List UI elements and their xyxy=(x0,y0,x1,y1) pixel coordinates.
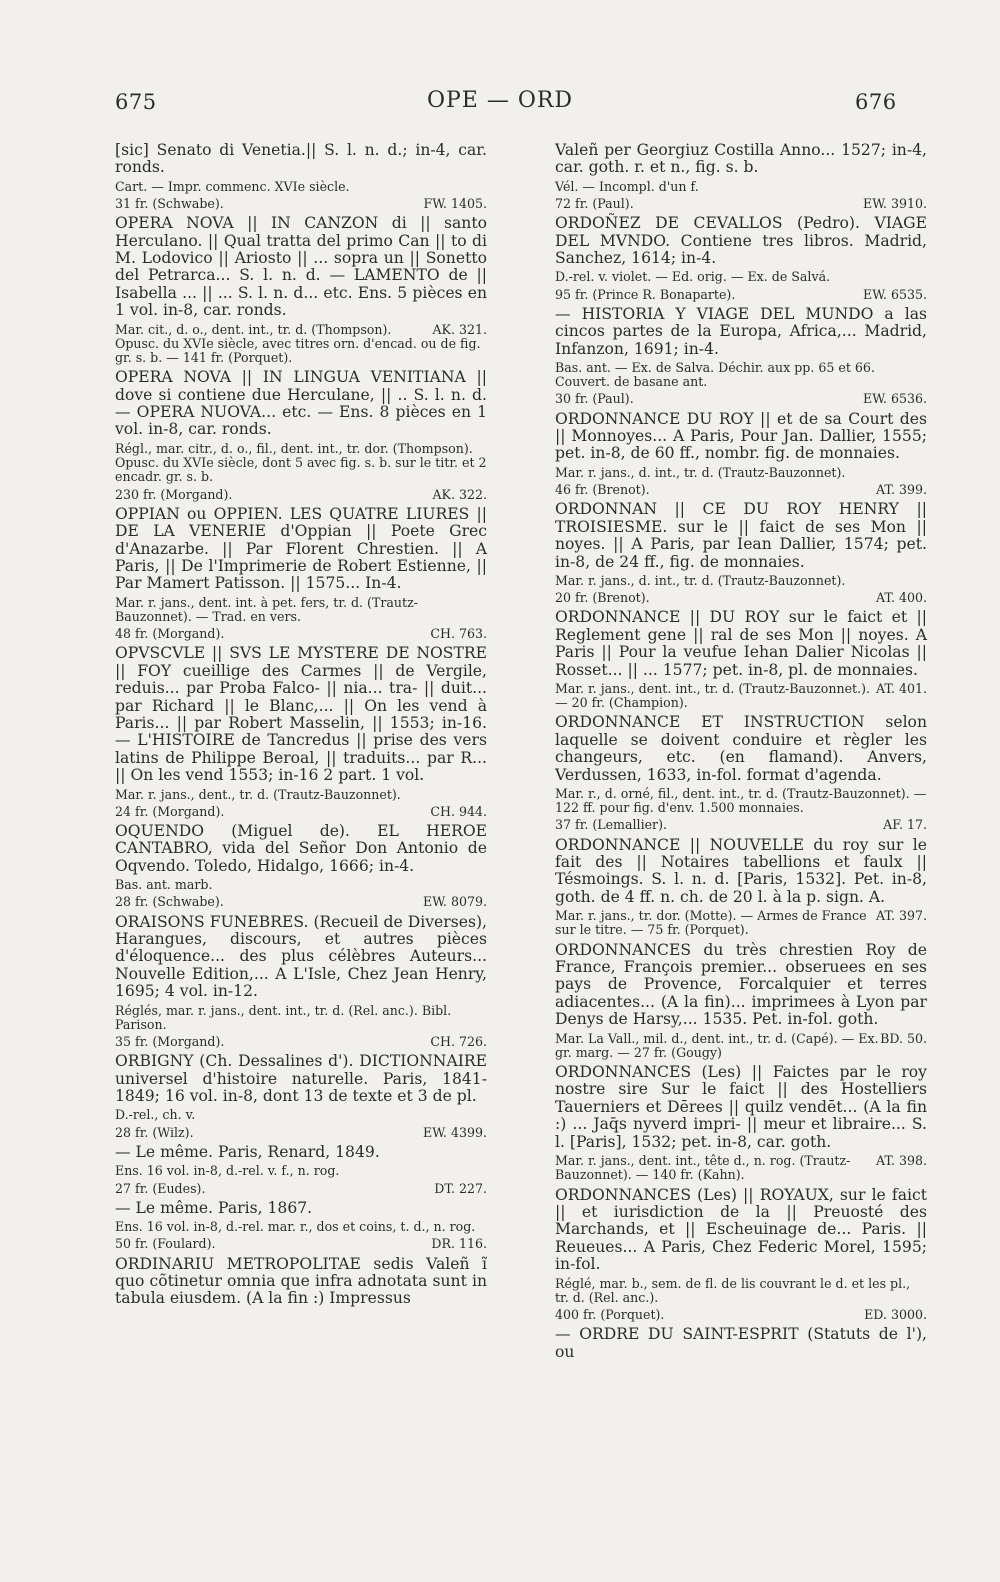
catalogue-entry xyxy=(555,837,927,938)
catalogue-entry xyxy=(115,142,487,211)
entry-note xyxy=(555,180,927,194)
catalogue-entry xyxy=(115,369,487,501)
sale-reference: ED. 3000. xyxy=(864,1306,927,1322)
sale-reference: EW. 8079. xyxy=(423,894,487,910)
right-page-number: 676 xyxy=(855,90,897,114)
note-text: 28 fr. (Schwabe). xyxy=(115,894,224,910)
catalogue-entry xyxy=(115,1144,487,1196)
entry-description: ORAISONS FUNEBRES. (Recueil de Diverses), Harangues, discours, et autres pièces d'éloquence... des plus célèbres Auteurs... Nouvelle Edition,... A L'Isle, Chez Jean Henry, 1695; 4 vol. in-12. xyxy=(115,912,487,1001)
entry-description: OPVSCVLE || SVS LE MYSTERE DE NOSTRE || FOY cueillige des Carmes || de Vergile, reduis... par Proba Falco- || nia... tra- || duit... par Richard || le Blanc,... || On les vend à Paris... || par Robert Masselin, || 1553; in-16. — L'HISTOIRE de Tancredus || prise des vers latins de Philippe Beroal, || traduits... par R... || On les vend 1553; in-16 2 part. 1 vol. xyxy=(115,644,487,785)
note-text: Vél. — Incompl. d'un f. xyxy=(555,178,699,194)
note-text: Cart. — Impr. commenc. XVIe siècle. xyxy=(115,178,350,194)
note-text: 48 fr. (Morgand). xyxy=(115,626,225,642)
entry-note xyxy=(555,466,927,480)
catalogue-entry xyxy=(555,306,927,407)
entry-note xyxy=(115,596,487,624)
note-text: 230 fr. (Morgand). xyxy=(115,486,233,502)
entry-description: ORDONNANCES (Les) || Faictes par le roy nostre sire Sur le faict || des Hostelliers Tauerniers et Dērees || quilz vendēt... (A la fin :) ... Jaq̄s nyverd impri- || meur et libraire... S. l. [Paris], 1532; pet. in-8, car. goth. xyxy=(555,1063,927,1151)
entry-note xyxy=(115,488,487,502)
entry-note xyxy=(555,361,927,389)
catalogue-entry xyxy=(115,1053,487,1140)
entry-description: — Le même. Paris, 1867. xyxy=(115,1198,313,1217)
catalogue-entry xyxy=(555,411,927,498)
sale-reference: AT. 401. xyxy=(875,680,927,696)
sale-reference: EW. 6536. xyxy=(863,391,927,407)
entry-description: OQUENDO (Miguel de). EL HEROE CANTABRO, vida del Señor Don Antonio de Oqvendo. Toledo, Hidalgo, 1666; in-4. xyxy=(115,822,487,875)
entry-description: OPERA NOVA || IN LINGUA VENITIANA || dove si contiene due Herculane, || .. S. l. n. d. — OPERA NUOVA... etc. — Ens. 8 pièces en 1 vol. in-8, car. ronds. xyxy=(115,368,487,439)
sale-reference: CH. 763. xyxy=(430,626,487,642)
catalogue-entry xyxy=(555,1187,927,1323)
note-text: 46 fr. (Brenot). xyxy=(555,482,650,498)
entry-note xyxy=(115,180,487,194)
note-text: 24 fr. (Morgand). xyxy=(115,803,225,819)
entry-note xyxy=(555,1277,927,1305)
entry-note xyxy=(115,197,487,211)
entry-note xyxy=(115,1126,487,1140)
sale-reference: BD. 50. xyxy=(880,1030,927,1046)
entry-note xyxy=(555,270,927,284)
note-text: 27 fr. (Eudes). xyxy=(115,1180,206,1196)
entry-note xyxy=(115,878,487,892)
entry-note xyxy=(115,1237,487,1251)
entry-note xyxy=(115,1035,487,1049)
sale-reference: CH. 944. xyxy=(430,803,487,819)
note-text: Mar. r. jans., dent. int. à pet. fers, tr. d. (Trautz-Bauzonnet). — Trad. en vers. xyxy=(115,594,418,624)
right-column xyxy=(555,142,927,1365)
sale-reference: DR. 116. xyxy=(431,1236,487,1252)
note-text: Mar. r. jans., dent., tr. d. (Trautz-Bauzonnet). xyxy=(115,786,401,802)
note-text: Régl., mar. citr., d. o., fil., dent. int., tr. dor. (Thompson). Opusc. du XVIe siècle, dont 5 avec fig. s. b. sur le titr. et 2 encadr. gr. s. b. xyxy=(115,440,487,485)
catalogue-entry xyxy=(115,823,487,910)
entry-note xyxy=(115,805,487,819)
entry-description: ORDOÑEZ DE CEVALLOS (Pedro). VIAGE DEL MVNDO. Contiene tres libros. Madrid, Sanchez, 1614; in-4. xyxy=(555,214,927,268)
entry-note xyxy=(115,895,487,909)
entry-description: — HISTORIA Y VIAGE DEL MUNDO a las cincos partes de la Europa, Africa,... Madrid, Infanzon, 1691; in-4. xyxy=(555,304,927,358)
sale-reference: EW. 4399. xyxy=(423,1124,487,1140)
catalogue-entry xyxy=(555,1064,927,1182)
entry-description: ORDONNANCE || DU ROY sur le faict et || Reglement gene || ral de ses Mon || noyes. A Paris || Pour la veufue Iehan Dalier Nicolas || Rosset... || ... 1577; pet. in-8, pl. de monnaies. xyxy=(555,608,927,679)
note-text: 28 fr. (Wilz). xyxy=(115,1124,194,1140)
entry-note xyxy=(555,787,927,815)
note-text: 37 fr. (Lemallier). xyxy=(555,817,667,833)
entry-description: OPPIAN ou OPPIEN. LES QUATRE LIURES || DE LA VENERIE d'Oppian || Poete Grec d'Anazarbe. || Par Florent Chrestien. || A Paris, || De l'Imprimerie de Robert Estienne, || Par Mamert Patisson. || 1575... In-4. xyxy=(115,504,487,593)
catalogue-entry xyxy=(115,1256,487,1308)
entry-note xyxy=(555,591,927,605)
entry-note xyxy=(115,1182,487,1196)
note-text: D.-rel. v. violet. — Ed. orig. — Ex. de Salvá. xyxy=(555,269,831,285)
note-text: Mar. r. jans., dent. int., tête d., n. rog. (Trautz-Bauzonnet). — 140 fr. (Kahn). xyxy=(555,1153,851,1183)
note-text: 35 fr. (Morgand). xyxy=(115,1034,225,1050)
note-text: 95 fr. (Prince R. Bonaparte). xyxy=(555,286,736,302)
entry-description: ORDONNANCE || NOUVELLE du roy sur le fait des || Notaires tabellions et faulx || Tésmoings. S. l. n. d. [Paris, 1532]. Pet. in-8, goth. de 4 ff. n. ch. de 20 l. à la p. sign. A. xyxy=(555,835,927,906)
sale-reference: AT. 398. xyxy=(875,1153,927,1169)
entry-description: ORDONNANCE ET INSTRUCTION selon laquelle se doivent conduire et règler les changeurs, etc. (en flamand). Anvers, Verdussen, 1633, in-fol. format d'agenda. xyxy=(555,713,927,784)
catalogue-entry xyxy=(115,645,487,819)
entry-description: [sic] Senato di Venetia.|| S. l. n. d.; in-4, car. ronds. xyxy=(115,141,487,177)
sale-reference: DT. 227. xyxy=(434,1180,487,1196)
entry-note xyxy=(115,788,487,802)
entry-note xyxy=(555,288,927,302)
catalogue-entry xyxy=(555,142,927,211)
note-text: Mar. r. jans., d. int., tr. d. (Trautz-Bauzonnet). xyxy=(555,572,846,588)
running-title: OPE — ORD xyxy=(426,88,574,113)
note-text: Mar. cit., d. o., dent. int., tr. d. (Thompson). Opusc. du XVIe siècle, avec titres orn. d'encad. ou de fig. gr. s. b. — 141 fr. (Porquet). xyxy=(115,321,481,366)
entry-description: ORDINARIU METROPOLITAE sedis Valeñ ĩ quo cõtinetur omnia que infra adnotata sunt in tabula eiusdem. (A la fin :) Impressus xyxy=(115,1254,487,1308)
entry-description: ORDONNAN || CE DU ROY HENRY || TROISIESME. sur le || faict de ses Mon || noyes. || A Paris, par Iean Dallier, 1574; pet. in-8, de 24 ff., fig. de monnaies. xyxy=(555,500,927,571)
entry-note xyxy=(555,1154,927,1182)
note-text: Mar. La Vall., mil. d., dent. int., tr. d. (Capé). — Ex. gr. marg. — 27 fr. (Gougy) xyxy=(555,1030,879,1060)
entry-note xyxy=(115,1164,487,1178)
catalogue-entry xyxy=(555,609,927,710)
entry-note xyxy=(555,197,927,211)
note-text: 400 fr. (Porquet). xyxy=(555,1306,665,1322)
entry-description: — ORDRE DU SAINT-ESPRIT (Statuts de l'), ou xyxy=(555,1325,927,1361)
note-text: Ens. 16 vol. in-8, d.-rel. mar. r., dos et coins, t. d., n. rog. xyxy=(115,1219,476,1235)
entry-description: ORDONNANCE DU ROY || et de sa Court des || Monnoyes... A Paris, Pour Jan. Dallier, 1555; pet. in-8, de 60 ff., nombr. fig. de monnaies. xyxy=(555,409,927,463)
note-text: 31 fr. (Schwabe). xyxy=(115,196,224,212)
note-text: Réglé, mar. b., sem. de fl. de lis couvrant le d. et les pl., tr. d. (Rel. anc.). xyxy=(555,1275,911,1305)
note-text: 72 fr. (Paul). xyxy=(555,196,634,212)
entry-note xyxy=(555,392,927,406)
note-text: 50 fr. (Foulard). xyxy=(115,1236,216,1252)
note-text: Mar. r. jans., d. int., tr. d. (Trautz-Bauzonnet). xyxy=(555,464,846,480)
entry-note xyxy=(555,682,927,710)
entry-note xyxy=(115,1108,487,1122)
note-text: D.-rel., ch. v. xyxy=(115,1107,196,1123)
sale-reference: EW. 6535. xyxy=(863,286,927,302)
sale-reference: AT. 397. xyxy=(875,908,927,924)
catalogue-entry xyxy=(115,914,487,1050)
sale-reference: AT. 400. xyxy=(875,590,927,606)
note-text: Ens. 16 vol. in-8, d.-rel. v. f., n. rog. xyxy=(115,1163,340,1179)
sale-reference: AK. 322. xyxy=(432,486,487,502)
sale-reference: AF. 17. xyxy=(883,817,927,833)
note-text: Bas. ant. marb. xyxy=(115,877,213,893)
entry-description: — Le même. Paris, Renard, 1849. xyxy=(115,1142,380,1161)
sale-reference: AT. 399. xyxy=(875,482,927,498)
entry-description: ORDONNANCES (Les) || ROYAUX, sur le faict || et iurisdiction de la || Preuosté des Marchands, et || Escheuinage de... Paris. || Reueues... A Paris, Chez Federic Morel, 1595; in-fol. xyxy=(555,1185,927,1274)
note-text: Bas. ant. — Ex. de Salva. Déchir. aux pp. 65 et 66. Couvert. de basane ant. xyxy=(555,360,875,390)
catalogue-entry xyxy=(555,942,927,1060)
sale-reference: FW. 1405. xyxy=(423,196,487,212)
entry-note xyxy=(555,818,927,832)
catalogue-entry xyxy=(555,1326,927,1361)
catalogue-entry xyxy=(555,501,927,605)
catalogue-entry xyxy=(555,215,927,302)
entry-note xyxy=(115,442,487,485)
entry-description: ORDONNANCES du très chrestien Roy de France, François premier... obseruees en ses pays de Provence, Forcalquier et terres adiacentes... (A la fin)... imprimees à Lyon par Denys de Harsy,... 1535. Pet. in-fol. goth. xyxy=(555,940,927,1029)
catalogue-entry xyxy=(555,714,927,832)
entry-note xyxy=(115,627,487,641)
note-text: Réglés, mar. r. jans., dent. int., tr. d. (Rel. anc.). Bibl. Parison. xyxy=(115,1002,452,1032)
note-text: 30 fr. (Paul). xyxy=(555,391,634,407)
entry-description: Valeñ per Georgiuz Costilla Anno... 1527; in-4, car. goth. r. et n., fig. s. b. xyxy=(555,141,927,177)
note-text: 20 fr. (Brenot). xyxy=(555,590,650,606)
sale-reference: AK. 321. xyxy=(432,321,487,337)
entry-note xyxy=(555,909,927,937)
sale-reference: EW. 3910. xyxy=(863,196,927,212)
entry-note xyxy=(555,574,927,588)
catalogue-entry xyxy=(115,215,487,365)
entry-note xyxy=(555,1032,927,1060)
entry-description: OPERA NOVA || IN CANZON di || santo Herculano. || Qual tratta del primo Can || to di M. Lodovico || Ariosto || ... sopra un || Sonetto del Petrarca... S. l. n. d. — LAMENTO de || Isabella ... || ... S. l. n. d... etc. Ens. 5 pièces en 1 vol. in-8, car. ronds. xyxy=(115,214,487,320)
entry-note xyxy=(115,1004,487,1032)
entry-note xyxy=(115,1220,487,1234)
note-text: Mar. r. jans., dent. int., tr. d. (Trautz-Bauzonnet.). — 20 fr. (Champion). xyxy=(555,680,871,711)
entry-note xyxy=(555,1308,927,1322)
catalogue-entry xyxy=(115,506,487,642)
catalogue-entry xyxy=(115,1200,487,1252)
left-page-number: 675 xyxy=(115,90,157,114)
entry-note xyxy=(115,323,487,366)
entry-note xyxy=(555,483,927,497)
entry-description: ORBIGNY (Ch. Dessalines d'). DICTIONNAIRE universel d'histoire naturelle. Paris, 1841-1849; 16 vol. in-8, dont 13 de texte et 3 de pl. xyxy=(115,1052,487,1106)
left-column xyxy=(115,142,487,1312)
sale-reference: CH. 726. xyxy=(430,1034,487,1050)
note-text: Mar. r., d. orné, fil., dent. int., tr. d. (Trautz-Bauzonnet). — 122 ff. pour fig. d'env. 1.500 monnaies. xyxy=(555,785,927,816)
note-text: Mar. r. jans., tr. dor. (Motte). — Armes de France sur le titre. — 75 fr. (Porquet). xyxy=(555,908,867,938)
